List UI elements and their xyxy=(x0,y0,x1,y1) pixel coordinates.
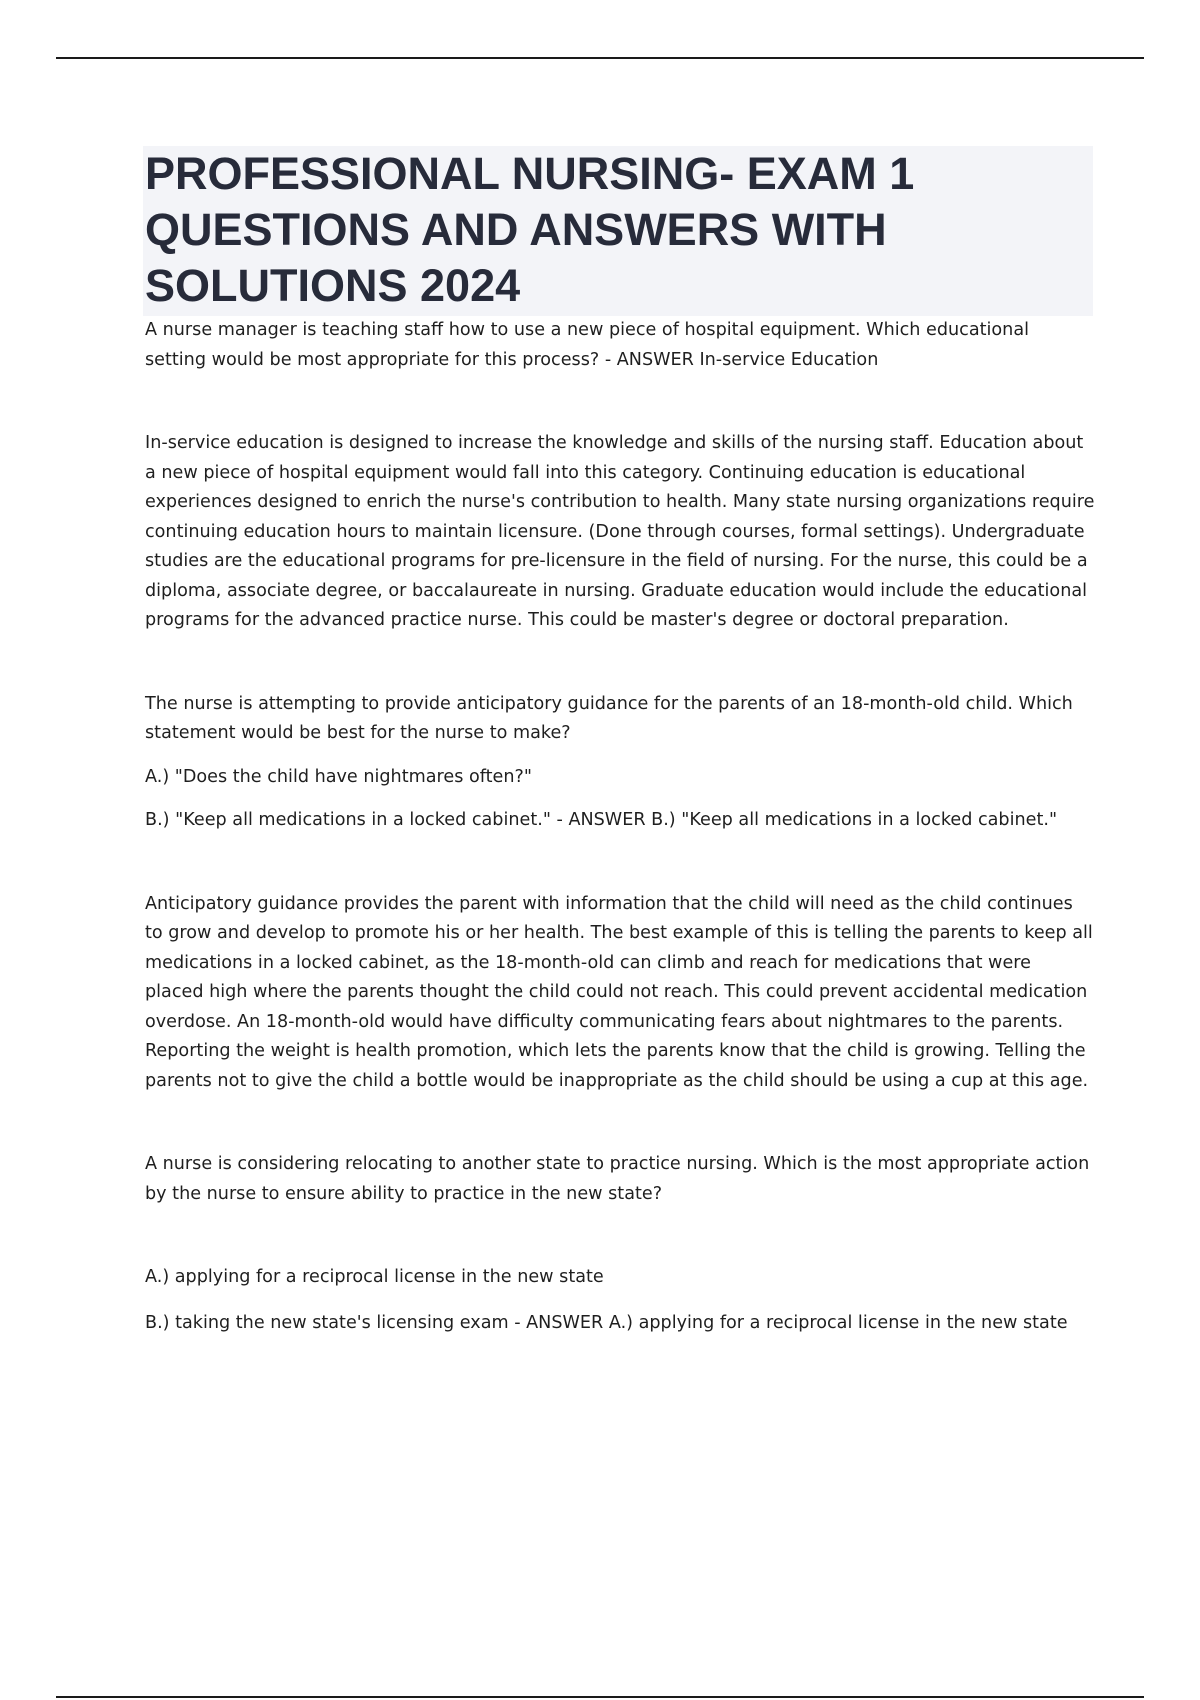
document-page xyxy=(145,146,1095,1338)
document-title: PROFESSIONAL NURSING- EXAM 1 QUESTIONS AND ANSWERS WITH SOLUTIONS 2024 xyxy=(145,148,915,311)
question-1: A nurse manager is teaching staff how to use a new piece of hospital equipment. Which educational setting would be most appropriate for this process? - ANSWER In-service Education xyxy=(145,320,1029,370)
question-2-option-b-answer: B.) "Keep all medications in a locked cabinet." - ANSWER B.) "Keep all medications in a locked cabinet." xyxy=(145,810,1058,830)
question-3-option-a: A.) applying for a reciprocal license in the new state xyxy=(145,1267,604,1287)
question-3: A nurse is considering relocating to another state to practice nursing. Which is the most appropriate action by the nurse to ensure ability to practice in the new state? xyxy=(145,1154,1090,1204)
rationale-2: Anticipatory guidance provides the parent with information that the child will need as the child continues to grow and develop to promote his or her health. The best example of this is telling the parents to keep all medications in a locked cabinet, as the 18-month-old can climb and reach for medications that were placed high where the parents thought the child could not reach. This could prevent accidental medication overdose. An 18-month-old would have difficulty communicating fears about nightmares to the parents. Reporting the weight is health promotion, which lets the parents know that the child is growing. Telling the parents not to give the child a bottle would be inappropriate as the child should be using a cup at this age. xyxy=(145,893,1093,1091)
question-2: The nurse is attempting to provide anticipatory guidance for the parents of an 18-month-old child. Which statement would be best for the nurse to make? xyxy=(145,693,1073,743)
title-block xyxy=(143,146,1093,316)
footer-rule xyxy=(56,1696,1144,1698)
header-rule xyxy=(56,57,1144,59)
question-2-option-a: A.) "Does the child have nightmares often?" xyxy=(145,766,532,787)
question-3-option-b-answer: B.) taking the new state's licensing exam - ANSWER A.) applying for a reciprocal license in the new state xyxy=(145,1312,1068,1333)
rationale-1: In-service education is designed to increase the knowledge and skills of the nursing staff. Education about a new piece of hospital equipment would fall into this category. Continuing education is educational experiences designed to enrich the nurse's contribution to health. Many state nursing organizations require continuing education hours to maintain licensure. (Done through courses, formal settings). Undergraduate studies are the educational programs for pre-licensure in the field of nursing. For the nurse, this could be a diploma, associate degree, or baccalaureate in nursing. Graduate education would include the educational programs for the advanced practice nurse. This could be master's degree or doctoral preparation. xyxy=(145,433,1095,630)
